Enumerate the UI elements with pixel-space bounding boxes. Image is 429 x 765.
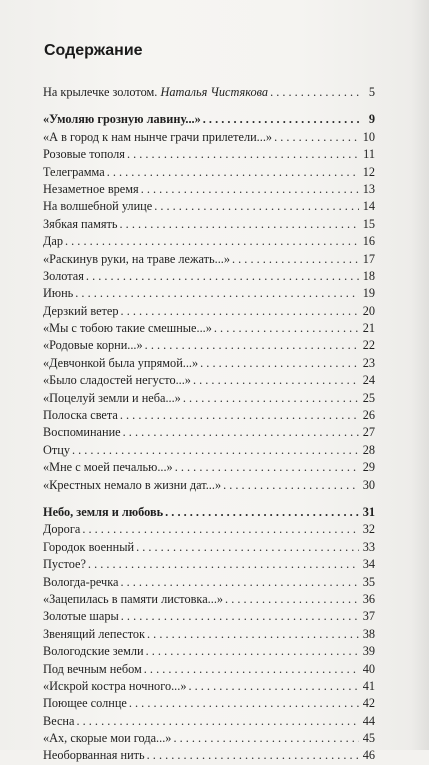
dot-leader bbox=[129, 695, 359, 712]
dot-leader bbox=[154, 198, 359, 215]
dot-leader bbox=[165, 504, 359, 521]
toc-entry[interactable] bbox=[43, 608, 375, 625]
toc-entry[interactable] bbox=[43, 459, 375, 476]
toc-entry-page: 39 bbox=[362, 644, 375, 659]
toc-entry[interactable] bbox=[43, 337, 375, 354]
dot-leader bbox=[72, 442, 359, 459]
toc-entry[interactable] bbox=[43, 713, 375, 730]
dot-leader bbox=[127, 146, 359, 163]
dot-leader bbox=[136, 539, 359, 556]
toc-entry-title: Телеграмма bbox=[43, 164, 105, 179]
toc-entry-page: 25 bbox=[362, 390, 375, 405]
dot-leader bbox=[107, 164, 359, 181]
dot-leader bbox=[121, 303, 359, 320]
toc-entry-page: 20 bbox=[362, 303, 375, 318]
toc-entry-title: Полоска света bbox=[43, 408, 118, 423]
toc-entry-page: 16 bbox=[362, 234, 375, 249]
toc-entry-title: Вологда-речка bbox=[43, 574, 119, 589]
toc-entry[interactable] bbox=[43, 146, 375, 163]
toc-entry-page: 29 bbox=[362, 460, 375, 475]
toc-entry-page: 27 bbox=[362, 425, 375, 440]
dot-leader bbox=[200, 355, 359, 372]
dot-leader bbox=[144, 661, 359, 678]
toc-entry-page: 12 bbox=[362, 164, 375, 179]
toc-section-heading-2[interactable] bbox=[43, 504, 375, 521]
toc-entry-title: «Мы с тобою такие смешные...» bbox=[43, 321, 212, 336]
toc-entry[interactable] bbox=[43, 424, 375, 441]
toc-entry-title: Дерзкий ветер bbox=[43, 303, 119, 318]
toc-entry-title: Розовые тополя bbox=[43, 147, 125, 162]
toc-entry-page: 10 bbox=[362, 129, 375, 144]
toc-entry-page: 11 bbox=[363, 147, 375, 162]
toc-entry-page: 40 bbox=[362, 661, 375, 676]
toc-entry[interactable] bbox=[43, 539, 375, 556]
toc-entry-page: 21 bbox=[362, 321, 375, 336]
dot-leader bbox=[121, 608, 359, 625]
dot-leader bbox=[193, 372, 359, 389]
dot-leader bbox=[75, 285, 359, 302]
toc-entry-title: Незаметное время bbox=[43, 181, 139, 196]
toc-entry[interactable] bbox=[43, 730, 375, 747]
toc-entry-page: 38 bbox=[362, 626, 375, 641]
toc-entry[interactable] bbox=[43, 198, 375, 215]
toc-entry-title: На крылечке золотом. Наталья Чистякова bbox=[43, 85, 269, 99]
dot-leader bbox=[203, 111, 359, 128]
dot-leader bbox=[225, 591, 359, 608]
toc-entry-author: Наталья Чистякова bbox=[160, 85, 269, 99]
toc-entry[interactable] bbox=[43, 695, 375, 712]
toc-entry-page: 42 bbox=[362, 696, 375, 711]
toc-entry-title: «А в город к нам нынче грачи прилетели...» bbox=[43, 129, 273, 144]
dot-leader bbox=[141, 181, 359, 198]
toc-entry-title: Июнь bbox=[43, 286, 74, 301]
toc-entry-title: «Крестных немало в жизни дат...» bbox=[43, 477, 222, 492]
dot-leader bbox=[214, 320, 359, 337]
toc-entry[interactable] bbox=[43, 355, 375, 372]
toc-section-page: 31 bbox=[362, 504, 375, 519]
spacer bbox=[43, 101, 375, 111]
toc-entry-title: «Было сладостей негусто...» bbox=[43, 373, 191, 388]
toc-entry[interactable] bbox=[43, 556, 375, 573]
toc-entry[interactable] bbox=[43, 181, 375, 198]
toc-entry-title: Под вечным небом bbox=[43, 661, 142, 676]
toc-entry[interactable] bbox=[43, 626, 375, 643]
toc-entry-page: 22 bbox=[362, 338, 375, 353]
toc-entry-page: 18 bbox=[362, 268, 375, 283]
toc-entry-page: 33 bbox=[362, 539, 375, 554]
toc-entry[interactable] bbox=[43, 643, 375, 660]
page-title: Содержание bbox=[44, 42, 143, 59]
toc-entry-page: 26 bbox=[362, 408, 375, 423]
dot-leader bbox=[147, 626, 359, 643]
toc-entry-page: 13 bbox=[362, 181, 375, 196]
toc-entry-page: 32 bbox=[362, 522, 375, 537]
toc-entry[interactable] bbox=[43, 129, 375, 146]
toc-entry[interactable] bbox=[43, 477, 375, 494]
dot-leader bbox=[88, 556, 359, 573]
toc-entry-title: Звенящий лепесток bbox=[43, 626, 146, 641]
toc-entry-title: На волшебной улице bbox=[43, 199, 153, 214]
toc-entry-page: 35 bbox=[362, 574, 375, 589]
dot-leader bbox=[147, 747, 359, 764]
toc-entry[interactable] bbox=[43, 164, 375, 181]
toc-entry-page: 28 bbox=[362, 442, 375, 457]
dot-leader bbox=[65, 233, 359, 250]
toc-entry-title: Зябкая память bbox=[43, 216, 118, 231]
toc-entry[interactable] bbox=[43, 216, 375, 233]
toc-entry-title: Отцу bbox=[43, 442, 70, 457]
toc-entry-title: Золотые шары bbox=[43, 609, 119, 624]
toc-entry-title: «Родовые корни...» bbox=[43, 338, 143, 353]
toc-entry-title: «Искрой костра ночного...» bbox=[43, 678, 187, 693]
toc-entry-page: 44 bbox=[362, 713, 375, 728]
toc-entry[interactable] bbox=[43, 303, 375, 320]
toc-entry-title: Дорога bbox=[43, 522, 81, 537]
table-of-contents bbox=[43, 84, 375, 765]
dot-leader bbox=[175, 459, 359, 476]
toc-section-title: Небо, земля и любовь bbox=[43, 504, 164, 519]
toc-entry[interactable] bbox=[43, 320, 375, 337]
toc-entry-title: «Поцелуй земли и неба...» bbox=[43, 390, 181, 405]
toc-entry-page: 46 bbox=[362, 748, 375, 763]
toc-entry-page: 17 bbox=[362, 251, 375, 266]
toc-entry[interactable] bbox=[43, 372, 375, 389]
toc-entry-title: Поющее солнце bbox=[43, 696, 127, 711]
toc-entry[interactable] bbox=[43, 442, 375, 459]
toc-entry-page: 37 bbox=[362, 609, 375, 624]
toc-entry[interactable] bbox=[43, 661, 375, 678]
dot-leader bbox=[145, 337, 359, 354]
toc-entry[interactable] bbox=[43, 268, 375, 285]
toc-entry-title: «Раскинув руки, на траве лежать...» bbox=[43, 251, 230, 266]
toc-entry-page: 30 bbox=[362, 477, 375, 492]
toc-section-2-list bbox=[43, 521, 375, 764]
spacer bbox=[43, 494, 375, 504]
toc-entry-title: Золотая bbox=[43, 268, 84, 283]
page-edge-shadow bbox=[411, 0, 429, 750]
toc-entry-page: 45 bbox=[362, 731, 375, 746]
dot-leader bbox=[120, 216, 359, 233]
toc-entry[interactable] bbox=[43, 747, 375, 764]
toc-entry-title: Вологодские земли bbox=[43, 644, 144, 659]
toc-entry[interactable] bbox=[43, 574, 375, 591]
dot-leader bbox=[188, 678, 359, 695]
dot-leader bbox=[270, 84, 359, 101]
dot-leader bbox=[86, 268, 359, 285]
dot-leader bbox=[123, 424, 359, 441]
toc-section-heading-1[interactable] bbox=[43, 111, 375, 128]
toc-entry-title: «Ах, скорые мои года...» bbox=[43, 731, 172, 746]
toc-entry-title: Дар bbox=[43, 234, 63, 249]
toc-entry-title: Пустое? bbox=[43, 557, 86, 572]
toc-entry-page: 14 bbox=[362, 199, 375, 214]
toc-entry-title: «Мне с моей печалью...» bbox=[43, 460, 173, 475]
toc-entry-page: 24 bbox=[362, 373, 375, 388]
dot-leader bbox=[232, 251, 359, 268]
toc-entry-title: Весна bbox=[43, 713, 75, 728]
toc-entry[interactable] bbox=[43, 285, 375, 302]
toc-entry-title: Воспоминание bbox=[43, 425, 121, 440]
toc-entry-page: 15 bbox=[362, 216, 375, 231]
toc-entry[interactable] bbox=[43, 233, 375, 250]
toc-entry-title: Необорванная нить bbox=[43, 748, 145, 763]
toc-entry-page: 36 bbox=[362, 591, 375, 606]
dot-leader bbox=[146, 643, 359, 660]
toc-entry-title: «Зацепилась в памяти листовка...» bbox=[43, 591, 224, 606]
toc-entry[interactable] bbox=[43, 407, 375, 424]
toc-entry[interactable] bbox=[43, 591, 375, 608]
dot-leader bbox=[120, 407, 359, 424]
toc-entry[interactable] bbox=[43, 251, 375, 268]
toc-section-1-list bbox=[43, 129, 375, 494]
dot-leader bbox=[183, 390, 359, 407]
toc-entry-page: 5 bbox=[368, 85, 375, 99]
toc-entry-title: Городок военный bbox=[43, 539, 135, 554]
toc-section-page: 9 bbox=[368, 112, 375, 127]
dot-leader bbox=[82, 521, 359, 538]
toc-entry-page: 19 bbox=[362, 286, 375, 301]
toc-entry-page: 41 bbox=[362, 678, 375, 693]
dot-leader bbox=[120, 574, 359, 591]
dot-leader bbox=[173, 730, 359, 747]
dot-leader bbox=[274, 129, 359, 146]
toc-entry-page: 34 bbox=[362, 557, 375, 572]
dot-leader bbox=[223, 477, 359, 494]
toc-intro-entry[interactable] bbox=[43, 84, 375, 101]
toc-entry[interactable] bbox=[43, 521, 375, 538]
toc-entry[interactable] bbox=[43, 678, 375, 695]
dot-leader bbox=[76, 713, 359, 730]
toc-entry-page: 23 bbox=[362, 355, 375, 370]
toc-entry-title: «Девчонкой была упрямой...» bbox=[43, 355, 199, 370]
toc-section-title: «Умоляю грозную лавину...» bbox=[43, 112, 201, 127]
toc-entry[interactable] bbox=[43, 390, 375, 407]
